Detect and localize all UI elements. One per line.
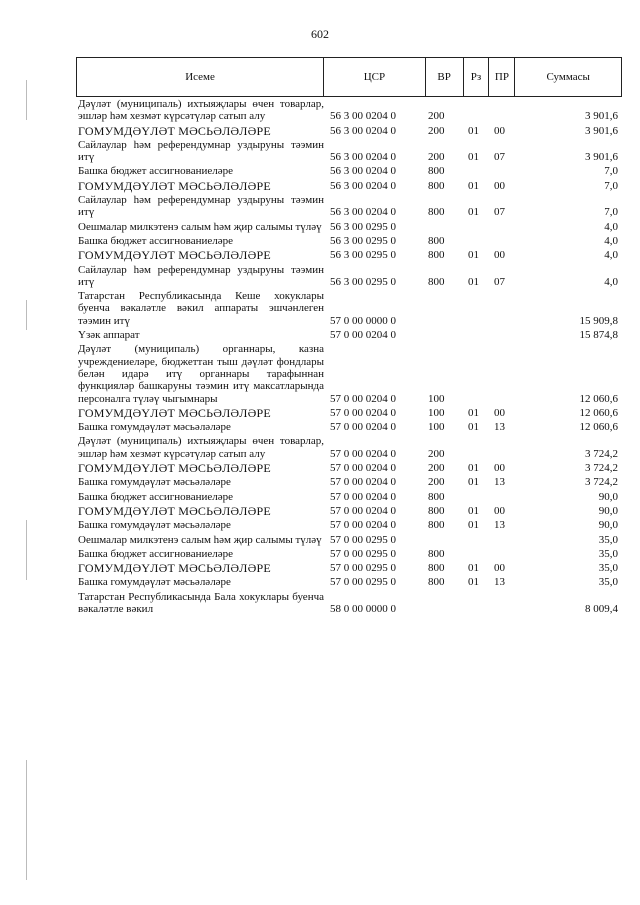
cell-csr: 56 3 00 0204 0 <box>330 151 396 164</box>
cell-pr: 00 <box>494 249 505 262</box>
cell-vr: 800 <box>428 179 445 192</box>
cell-vr: 800 <box>428 165 445 178</box>
cell-sum: 3 901,6 <box>585 124 618 137</box>
cell-pr: 13 <box>494 519 505 532</box>
header-name: Исеме <box>77 58 324 96</box>
cell-sum: 8 009,4 <box>585 602 618 615</box>
cell-vr: 100 <box>428 421 445 434</box>
cell-name: Башка бюджет ассигнованиеләре <box>78 490 233 503</box>
cell-vr: 800 <box>428 234 445 247</box>
cell-rz: 01 <box>468 421 479 434</box>
cell-rz: 01 <box>468 562 479 575</box>
cell-rz: 01 <box>468 519 479 532</box>
cell-pr: 00 <box>494 462 505 475</box>
cell-sum: 35,0 <box>598 562 618 575</box>
table-body <box>78 98 618 617</box>
table-row <box>78 491 618 505</box>
table-row <box>78 576 618 590</box>
cell-name: Үзәк аппарат <box>78 329 140 342</box>
cell-csr: 57 0 00 0204 0 <box>330 462 396 475</box>
cell-name: Дәүләт (муниципаль) ихтыяҗлары өчен товарлар, эшләр һәм хезмәт күрсәтүләр сатып алу <box>78 98 324 123</box>
cell-csr: 57 0 00 0204 0 <box>330 476 396 489</box>
cell-csr: 57 0 00 0204 0 <box>330 406 396 419</box>
table-row <box>78 194 618 221</box>
table-row <box>78 290 618 329</box>
header-sum: Суммасы <box>546 71 590 83</box>
cell-rz: 01 <box>468 406 479 419</box>
cell-name: ГОМУМДӘҮЛӘТ МӘСЬӘЛӘЛӘРЕ <box>78 461 271 476</box>
cell-sum: 3 901,6 <box>585 151 618 164</box>
table-row <box>78 329 618 343</box>
cell-sum: 12 060,6 <box>579 421 618 434</box>
cell-sum: 4,0 <box>604 220 618 233</box>
cell-pr: 07 <box>494 275 505 288</box>
cell-name: Сайлаулар һәм референдумнар уздыруны тәэмин итү <box>78 138 324 164</box>
table-row <box>78 435 618 462</box>
cell-rz: 01 <box>468 504 479 517</box>
cell-sum: 35,0 <box>598 547 618 560</box>
cell-csr: 56 3 00 0295 0 <box>330 234 396 247</box>
cell-pr: 07 <box>494 206 505 219</box>
cell-name: Оешмалар милкэтенэ салым һәм җир салымы түләү <box>78 220 322 233</box>
cell-name: Сайлаулар һәм референдумнар уздыруны тәэмин итү <box>78 263 324 288</box>
table-row <box>78 180 618 194</box>
cell-vr: 800 <box>428 519 445 532</box>
cell-csr: 57 0 00 0295 0 <box>330 562 396 575</box>
table-row <box>78 125 618 139</box>
cell-name: Башка бюджет ассигнованиеләре <box>78 234 233 247</box>
cell-csr: 57 0 00 0295 0 <box>330 547 396 560</box>
cell-vr: 800 <box>428 490 445 503</box>
cell-pr: 13 <box>494 421 505 434</box>
cell-csr: 57 0 00 0295 0 <box>330 533 396 546</box>
cell-name: Башка гомумдәүләт мәсьәләләре <box>78 476 231 489</box>
cell-rz: 01 <box>468 249 479 262</box>
table-row <box>78 264 618 291</box>
cell-pr: 00 <box>494 124 505 137</box>
cell-csr: 57 0 00 0204 0 <box>330 329 396 342</box>
cell-csr: 56 3 00 0295 0 <box>330 249 396 262</box>
cell-sum: 4,0 <box>604 234 618 247</box>
cell-csr: 56 3 00 0295 0 <box>330 220 396 233</box>
cell-csr: 56 3 00 0204 0 <box>330 165 396 178</box>
cell-csr: 56 3 00 0204 0 <box>330 124 396 137</box>
header-vr: ВР <box>426 58 464 96</box>
cell-name: Дәүләт (муниципаль) органнары, казна учреждениеләре, бюджеттан тыш дәүләт фондлары белән идарә итү органнары тарафыннан функцияләр башкаруны тәэмин итү максатларында персоналга түләү чыгымнары <box>78 343 324 405</box>
header-csr: ЦСР <box>324 58 426 96</box>
cell-vr: 200 <box>428 462 445 475</box>
table-row <box>78 343 618 406</box>
cell-rz: 01 <box>468 462 479 475</box>
cell-vr: 100 <box>428 392 445 405</box>
cell-vr: 100 <box>428 406 445 419</box>
cell-pr: 00 <box>494 179 505 192</box>
cell-csr: 57 0 00 0204 0 <box>330 447 396 460</box>
table-header <box>76 57 622 97</box>
cell-csr: 57 0 00 0204 0 <box>330 392 396 405</box>
cell-pr: 00 <box>494 562 505 575</box>
cell-name: Башка бюджет ассигнованиеләре <box>78 165 233 178</box>
cell-csr: 56 3 00 0204 0 <box>330 110 396 123</box>
cell-name: Татарстан Республикасында Бала хокуклары буенча вәкаләтле вәкил <box>78 590 324 615</box>
cell-name: ГОМУМДӘҮЛӘТ МӘСЬӘЛӘЛӘРЕ <box>78 561 271 576</box>
cell-rz: 01 <box>468 124 479 137</box>
cell-sum: 90,0 <box>598 504 618 517</box>
cell-csr: 57 0 00 0204 0 <box>330 421 396 434</box>
cell-name: ГОМУМДӘҮЛӘТ МӘСЬӘЛӘЛӘРЕ <box>78 405 271 420</box>
cell-rz: 01 <box>468 576 479 589</box>
cell-csr: 57 0 00 0204 0 <box>330 490 396 503</box>
table-row <box>78 249 618 263</box>
cell-sum: 4,0 <box>604 249 618 262</box>
table-row <box>78 235 618 249</box>
cell-sum: 90,0 <box>598 519 618 532</box>
table-row <box>78 562 618 576</box>
cell-sum: 4,0 <box>604 275 618 288</box>
cell-name: Татарстан Республикасында Кеше хокуклары буенча вәкаләтле вәкил аппараты эшчәнлеген тәэмин итү <box>78 290 324 327</box>
cell-vr: 200 <box>428 124 445 137</box>
table-row <box>78 221 618 235</box>
scan-margin <box>26 0 30 905</box>
cell-sum: 7,0 <box>604 165 618 178</box>
cell-name: Дәүләт (муниципаль) ихтыяҗлары өчен товарлар, эшләр һәм хезмәт күрсәтүләр сатып алу <box>78 435 324 460</box>
cell-vr: 800 <box>428 249 445 262</box>
cell-csr: 57 0 00 0295 0 <box>330 576 396 589</box>
cell-name: ГОМУМДӘҮЛӘТ МӘСЬӘЛӘЛӘРЕ <box>78 248 271 263</box>
cell-rz: 01 <box>468 151 479 164</box>
cell-sum: 12 060,6 <box>579 392 618 405</box>
cell-sum: 3 724,2 <box>585 476 618 489</box>
table-row <box>78 505 618 519</box>
cell-name: ГОМУМДӘҮЛӘТ МӘСЬӘЛӘЛӘРЕ <box>78 503 271 518</box>
cell-sum: 35,0 <box>598 576 618 589</box>
cell-pr: 00 <box>494 504 505 517</box>
table-row <box>78 139 618 166</box>
cell-sum: 3 724,2 <box>585 447 618 460</box>
cell-sum: 90,0 <box>598 490 618 503</box>
cell-csr: 56 3 00 0204 0 <box>330 179 396 192</box>
cell-csr: 57 0 00 0000 0 <box>330 314 396 327</box>
cell-name: ГОМУМДӘҮЛӘТ МӘСЬӘЛӘЛӘРЕ <box>78 178 271 193</box>
cell-vr: 200 <box>428 447 445 460</box>
cell-name: Сайлаулар һәм референдумнар уздыруны тәэмин итү <box>78 194 324 219</box>
table-row <box>78 519 618 533</box>
cell-csr: 56 3 00 0295 0 <box>330 275 396 288</box>
cell-vr: 200 <box>428 151 445 164</box>
table-row <box>78 165 618 179</box>
cell-vr: 800 <box>428 576 445 589</box>
cell-pr: 07 <box>494 151 505 164</box>
cell-pr: 13 <box>494 476 505 489</box>
header-pr: ПР <box>489 58 515 96</box>
table-row <box>78 476 618 490</box>
cell-name: ГОМУМДӘҮЛӘТ МӘСЬӘЛӘЛӘРЕ <box>78 123 271 138</box>
table-row <box>78 421 618 435</box>
cell-name: Башка гомумдәүләт мәсьәләләре <box>78 576 231 589</box>
cell-name: Башка гомумдәүләт мәсьәләләре <box>78 519 231 532</box>
cell-pr: 00 <box>494 406 505 419</box>
header-rz: Рз <box>464 58 490 96</box>
cell-csr: 57 0 00 0204 0 <box>330 504 396 517</box>
cell-pr: 13 <box>494 576 505 589</box>
cell-sum: 35,0 <box>598 533 618 546</box>
cell-csr: 56 3 00 0204 0 <box>330 206 396 219</box>
cell-rz: 01 <box>468 206 479 219</box>
page-number: 602 <box>311 27 329 41</box>
cell-sum: 12 060,6 <box>579 406 618 419</box>
cell-vr: 800 <box>428 206 445 219</box>
cell-name: Башка гомумдәүләт мәсьәләләре <box>78 421 231 434</box>
table-row <box>78 591 618 618</box>
cell-rz: 01 <box>468 179 479 192</box>
cell-sum: 7,0 <box>604 206 618 219</box>
cell-vr: 800 <box>428 275 445 288</box>
cell-sum: 3 724,2 <box>585 462 618 475</box>
table-row <box>78 462 618 476</box>
cell-sum: 15 874,8 <box>579 329 618 342</box>
cell-rz: 01 <box>468 476 479 489</box>
cell-vr: 200 <box>428 476 445 489</box>
cell-vr: 200 <box>428 110 445 123</box>
cell-vr: 800 <box>428 547 445 560</box>
cell-rz: 01 <box>468 275 479 288</box>
table-row <box>78 534 618 548</box>
table-row <box>78 548 618 562</box>
cell-sum: 7,0 <box>604 179 618 192</box>
cell-name: Оешмалар милкэтенэ салым һәм җир салымы түләү <box>78 533 322 546</box>
cell-sum: 15 909,8 <box>579 314 618 327</box>
table-row <box>78 407 618 421</box>
cell-vr: 800 <box>428 504 445 517</box>
cell-vr: 800 <box>428 562 445 575</box>
table-row <box>78 98 618 125</box>
cell-csr: 57 0 00 0204 0 <box>330 519 396 532</box>
cell-sum: 3 901,6 <box>585 110 618 123</box>
cell-csr: 58 0 00 0000 0 <box>330 602 396 615</box>
cell-name: Башка бюджет ассигнованиеләре <box>78 547 233 560</box>
